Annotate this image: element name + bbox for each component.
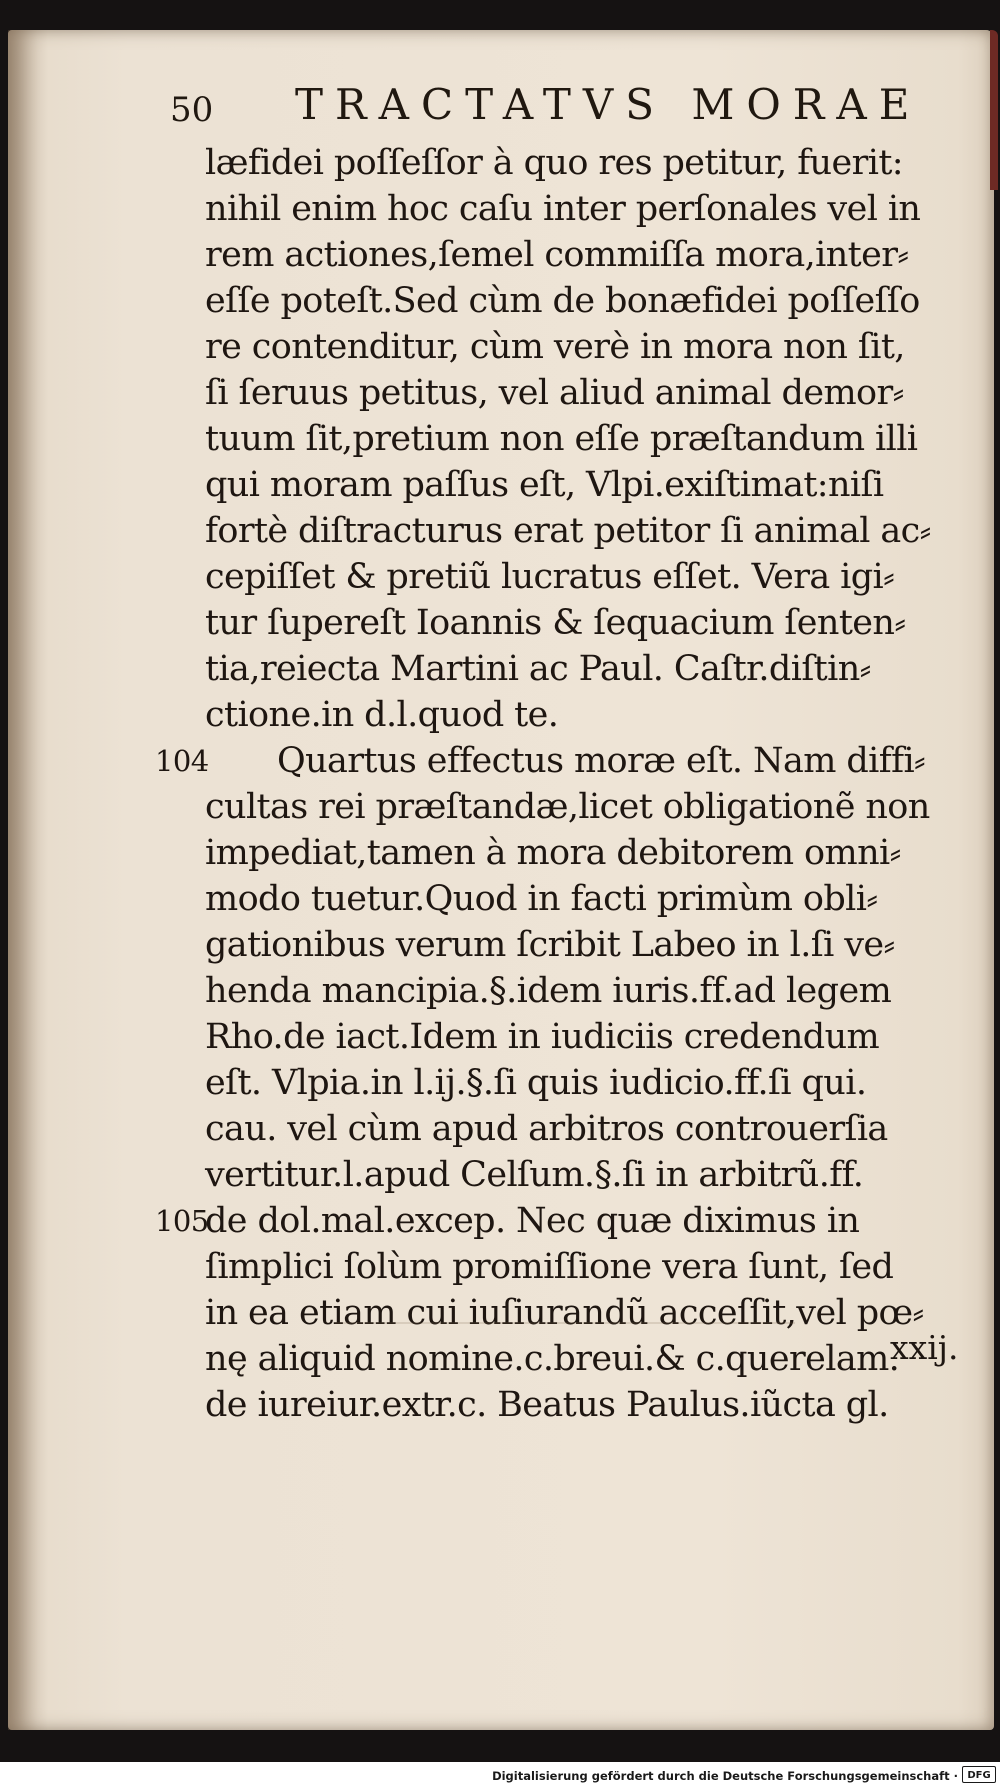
text-line: cultas rei præſtandæ,licet obligationẽ non bbox=[205, 787, 930, 827]
running-title: TRACTATVS MORAE bbox=[295, 80, 922, 129]
page-number: 50 bbox=[170, 90, 214, 130]
running-head bbox=[170, 80, 970, 136]
page-gutter-shadow bbox=[8, 30, 48, 1730]
text-line: nę aliquid nomine.c.breui.& c.querelam. bbox=[205, 1339, 900, 1379]
text-line: ſimplici ſolùm promiſſione vera ſunt, ſed bbox=[205, 1247, 894, 1287]
text-line: ſi ſeruus petitus, vel aliud animal demor⸗ bbox=[205, 373, 904, 413]
text-line: læfidei poſſeſſor à quo res petitur, fuerit: bbox=[205, 143, 903, 183]
text-line: 104 Quartus effectus moræ eſt. Nam diffi⸗ bbox=[205, 738, 975, 784]
text-line: impediat,tamen à mora debitorem omni⸗ bbox=[205, 833, 901, 873]
dfg-logo: DFG bbox=[962, 1766, 996, 1783]
margin-number: 105 bbox=[155, 1204, 209, 1238]
text-line: in ea etiam cui iuſiurandũ acceſſit,vel pœ⸗ bbox=[205, 1293, 924, 1333]
text-line: tia,reiecta Martini ac Paul. Caſtr.diſtin⸗ bbox=[205, 649, 871, 689]
text-line: tuum ſit,pretium non eſſe præſtandum illi bbox=[205, 419, 918, 459]
text-line: eſt. Vlpia.in l.ij.§.ſi quis iudicio.ff.ſi qui. bbox=[205, 1063, 867, 1103]
text-line: rem actiones,ſemel commiſſa mora,inter⸗ bbox=[205, 235, 909, 275]
text-line: fortè diſtracturus erat petitor ſi animal ac⸗ bbox=[205, 511, 931, 551]
text-line: 105 de dol.mal.excep. Nec quæ diximus in bbox=[205, 1198, 975, 1244]
text-line: qui moram paſſus eſt, Vlpi.exiſtimat:niſi bbox=[205, 465, 884, 505]
page-edge-binding bbox=[990, 30, 998, 190]
footer-bar bbox=[0, 1762, 1000, 1789]
text-line: tur ſupereſt Ioannis & ſequacium ſenten⸗ bbox=[205, 603, 906, 643]
text-line: nihil enim hoc caſu inter perſonales vel in bbox=[205, 189, 921, 229]
text-line: de iureiur.extr.c. Beatus Paulus.iũcta gl. bbox=[205, 1385, 889, 1425]
text-line: modo tuetur.Quod in facti primùm obli⸗ bbox=[205, 879, 878, 919]
show-through-line bbox=[335, 1322, 795, 1324]
text-line: gationibus verum ſcribit Labeo in l.ſi ve⸗ bbox=[205, 925, 895, 965]
margin-number: 104 bbox=[155, 744, 209, 778]
text-line: eſſe poteſt.Sed cùm de bonæfidei poſſeſſo bbox=[205, 281, 920, 321]
text-line: cau. vel cùm apud arbitros controuerſia bbox=[205, 1109, 888, 1149]
text-line: ctione.in d.l.quod te. bbox=[205, 695, 559, 735]
text-line: henda mancipia.§.idem iuris.ff.ad legem bbox=[205, 971, 892, 1011]
text-block bbox=[155, 140, 975, 1428]
catchword: xxij. bbox=[890, 1328, 959, 1367]
text-line: Rho.de iact.Idem in iudiciis credendum bbox=[205, 1017, 880, 1057]
text-line: cepiſſet & pretiũ lucratus eſſet. Vera igi⸗ bbox=[205, 557, 895, 597]
footer-credit: Digitalisierung gefördert durch die Deutsche Forschungsgemeinschaft · bbox=[492, 1769, 958, 1783]
text-line: vertitur.l.apud Celſum.§.ſi in arbitrũ.ff. bbox=[205, 1155, 864, 1195]
text-line: re contenditur, cùm verè in mora non ſit, bbox=[205, 327, 905, 367]
